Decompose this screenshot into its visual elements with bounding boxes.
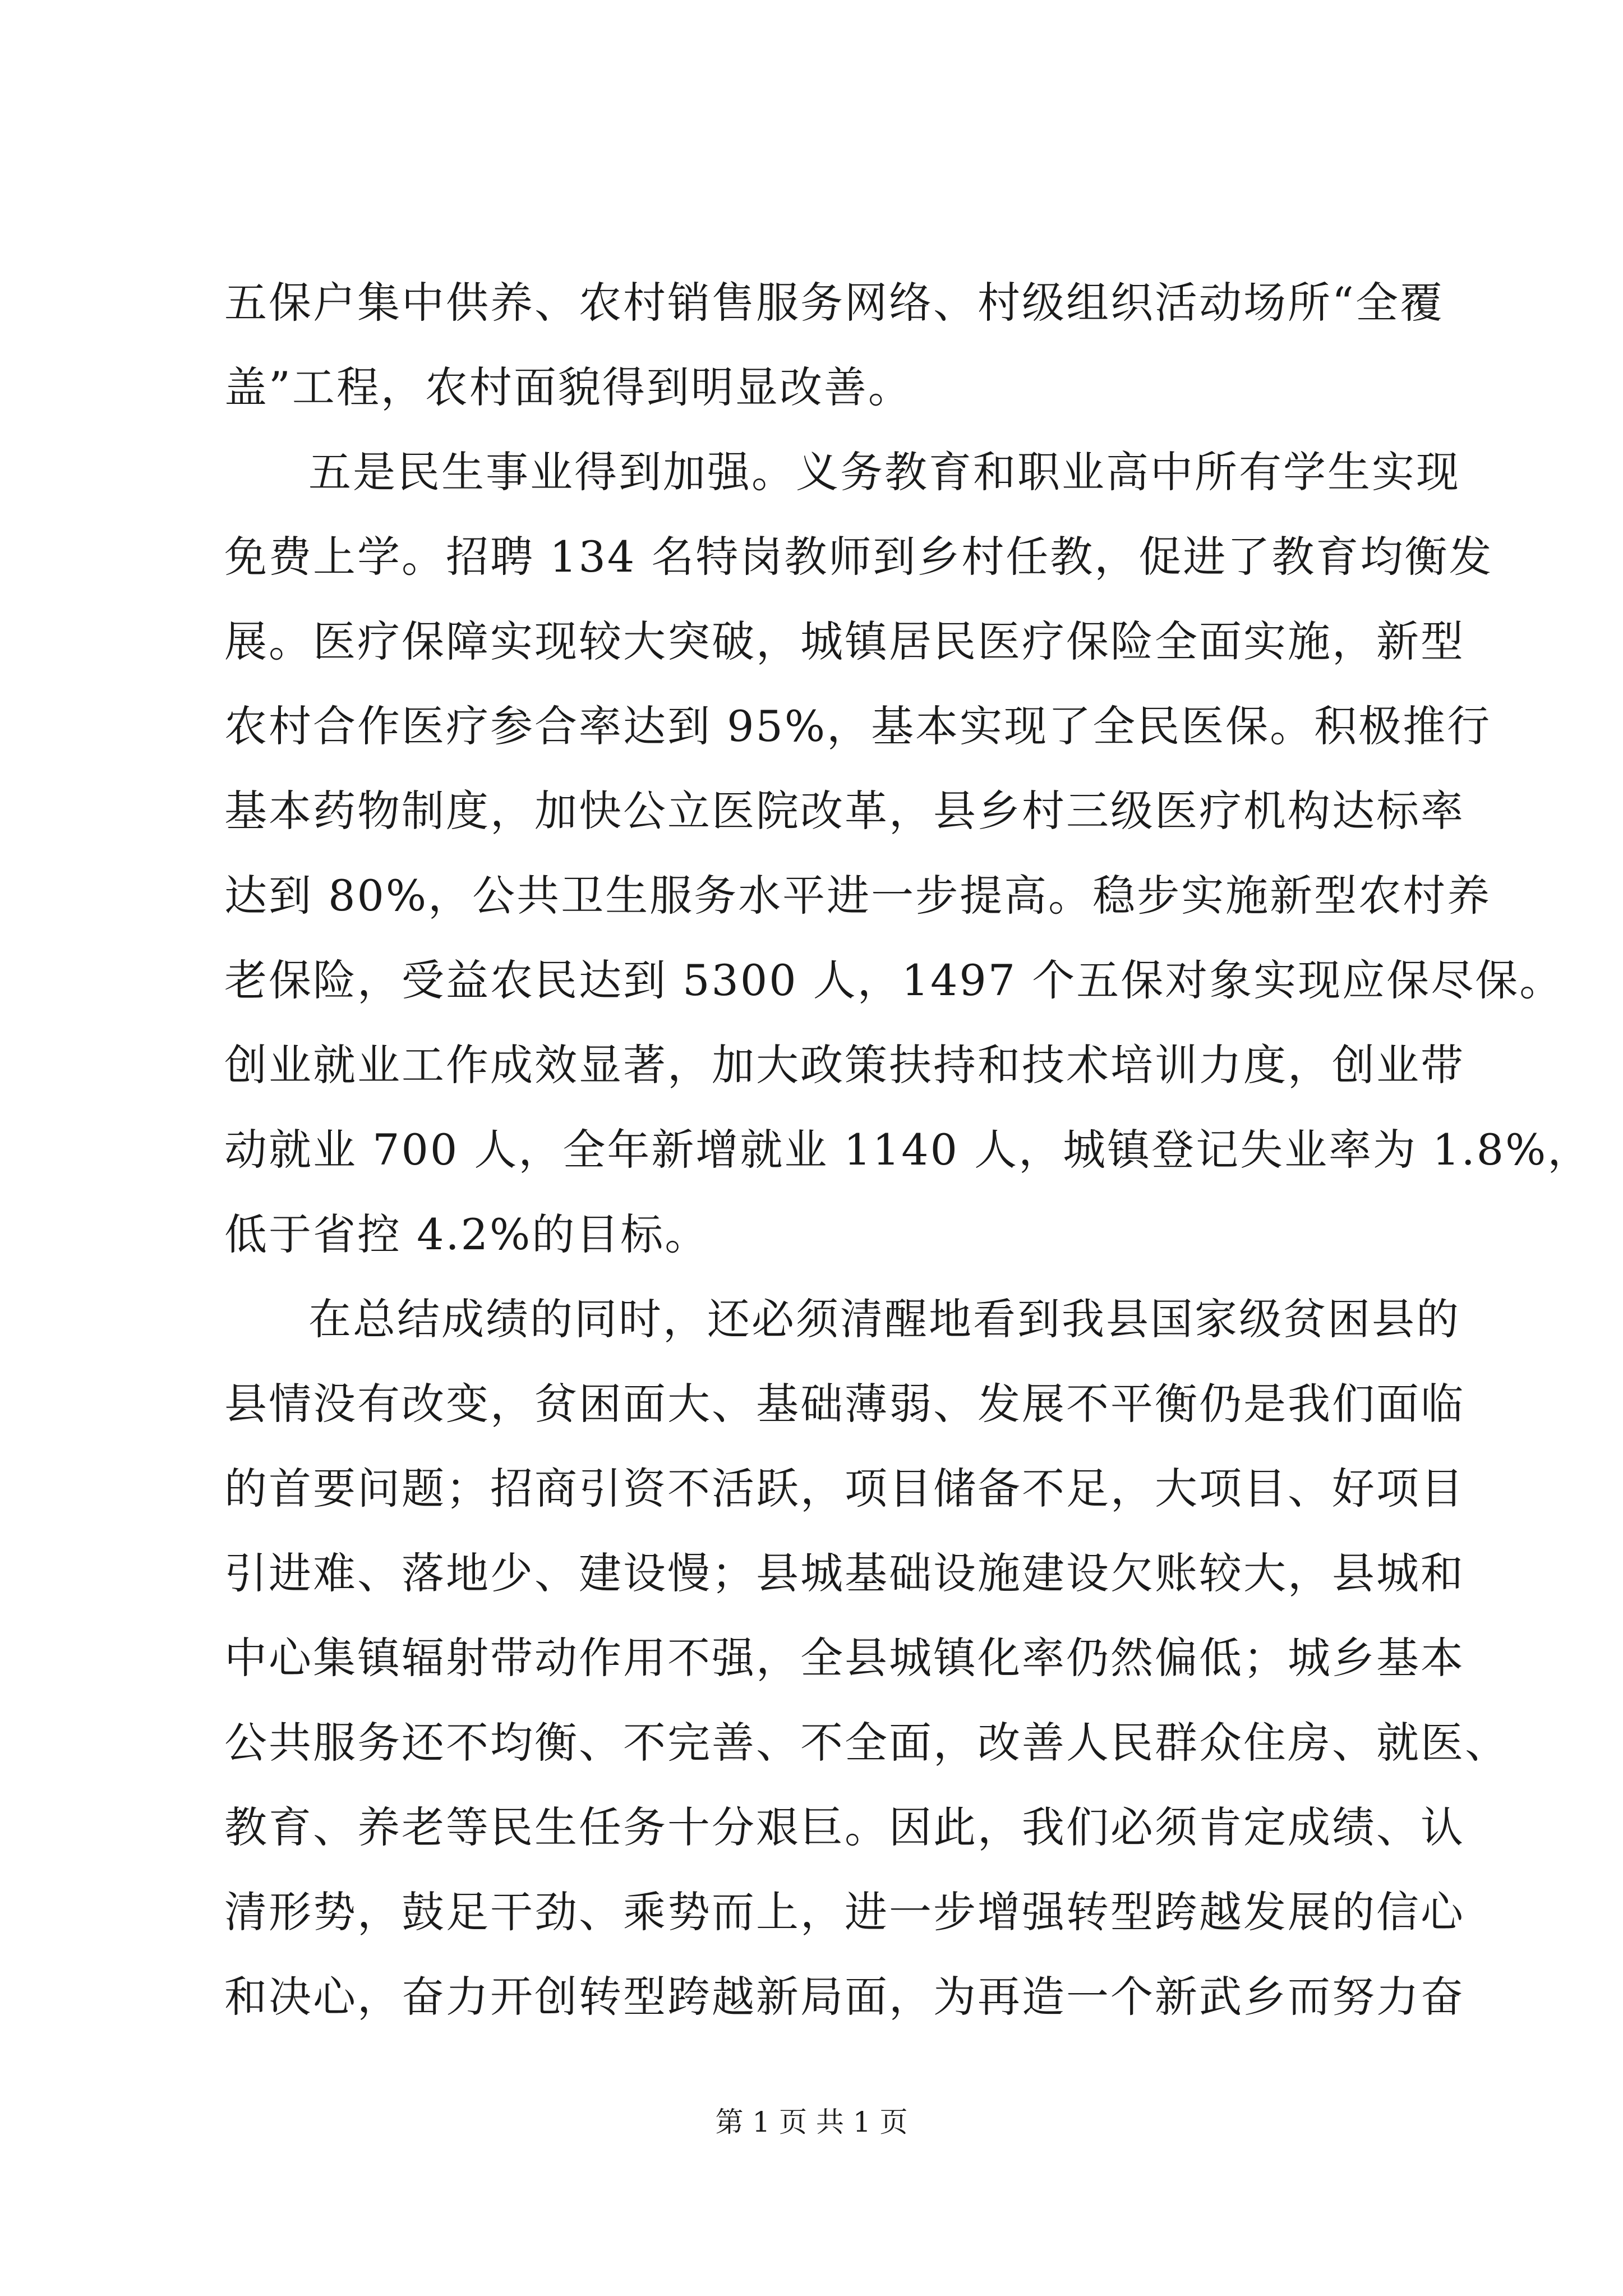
text-line: 老保险，受益农民达到 5300 人，1497 个五保对象实现应保尽保。 bbox=[224, 955, 1564, 1005]
text-line: 盖”工程，农村面貌得到明显改善。 bbox=[224, 362, 912, 412]
text-line: 达到 80%，公共卫生服务水平进一步提高。稳步实施新型农村养 bbox=[224, 871, 1492, 921]
text-line: 基本药物制度，加快公立医院改革，县乡村三级医疗机构达标率 bbox=[224, 786, 1465, 836]
text-line: 动就业 700 人，全年新增就业 1140 人，城镇登记失业率为 1.8%， bbox=[224, 1125, 1592, 1175]
paragraph-start-line: 在总结成绩的同时，还必须清醒地看到我县国家级贫困县的 bbox=[308, 1294, 1460, 1344]
text-line: 五保户集中供养、农村销售服务网络、村级组织活动场所“全覆 bbox=[224, 278, 1444, 328]
text-line: 农村合作医疗参合率达到 95%，基本实现了全民医保。积极推行 bbox=[224, 701, 1492, 751]
text-line: 低于省控 4.2%的目标。 bbox=[224, 1209, 709, 1259]
text-line: 县情没有改变，贫困面大、基础薄弱、发展不平衡仍是我们面临 bbox=[224, 1379, 1465, 1429]
page-number-footer: 第 1 页 共 1 页 bbox=[715, 2106, 908, 2138]
text-line: 展。医疗保障实现较大突破，城镇居民医疗保险全面实施，新型 bbox=[224, 616, 1465, 666]
text-line: 公共服务还不均衡、不完善、不全面，改善人民群众住房、就医、 bbox=[224, 1718, 1509, 1768]
paragraph-start-line: 五是民生事业得到加强。义务教育和职业高中所有学生实现 bbox=[308, 447, 1460, 497]
text-line: 引进难、落地少、建设慢；县城基础设施建设欠账较大，县城和 bbox=[224, 1548, 1465, 1598]
text-line: 中心集镇辐射带动作用不强，全县城镇化率仍然偏低；城乡基本 bbox=[224, 1633, 1465, 1683]
text-line: 的首要问题；招商引资不活跃，项目储备不足，大项目、好项目 bbox=[224, 1464, 1465, 1513]
text-line: 教育、养老等民生任务十分艰巨。因此，我们必须肯定成绩、认 bbox=[224, 1802, 1465, 1852]
text-line: 和决心，奋力开创转型跨越新局面，为再造一个新武乡而努力奋 bbox=[224, 1972, 1465, 2022]
text-line: 创业就业工作成效显著，加大政策扶持和技术培训力度，创业带 bbox=[224, 1040, 1465, 1090]
text-line: 免费上学。招聘 134 名特岗教师到乡村任教，促进了教育均衡发 bbox=[224, 532, 1493, 582]
text-line: 清形势，鼓足干劲、乘势而上，进一步增强转型跨越发展的信心 bbox=[224, 1887, 1465, 1937]
